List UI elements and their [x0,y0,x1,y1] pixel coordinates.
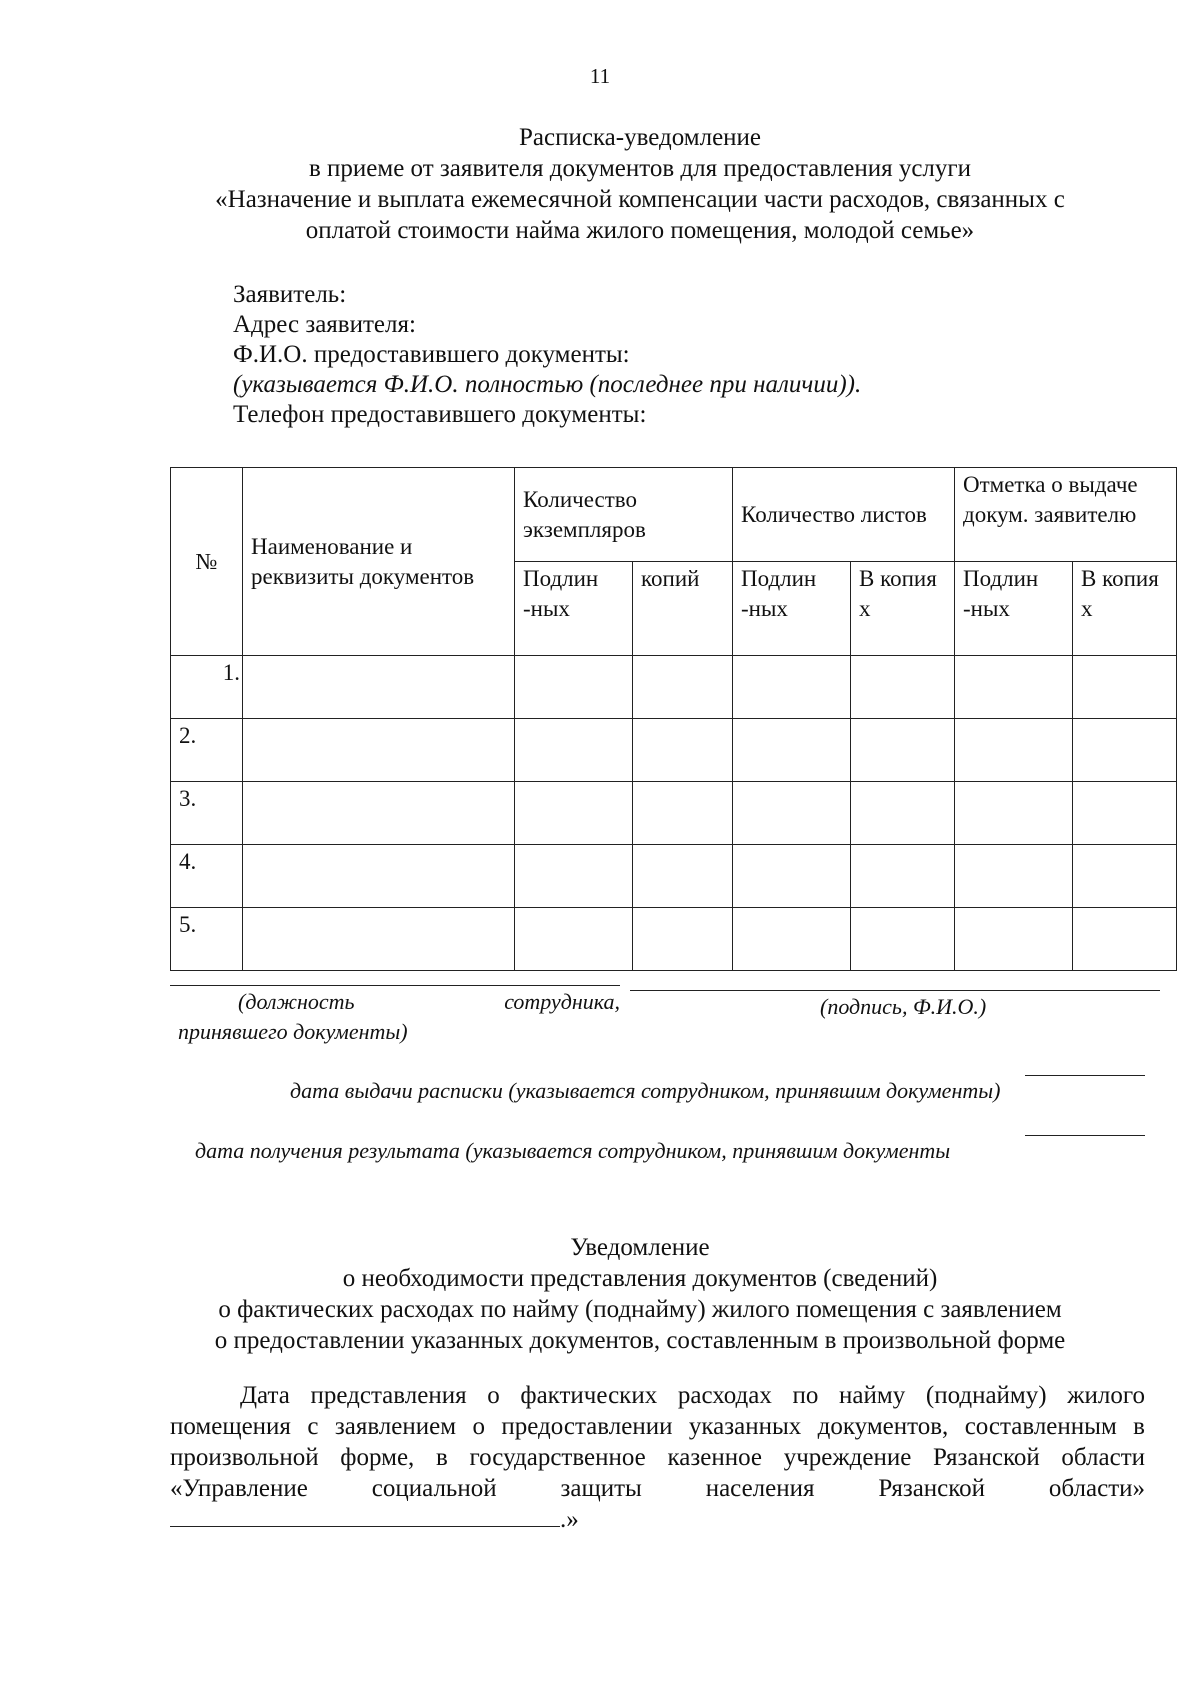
issue-date-text: дата выдачи расписки (указывается сотрудником, принявшим документы) [290,1078,1001,1103]
signature-caption: (подпись, Ф.И.О.) [820,994,987,1019]
receipt-title-line: в приеме от заявителя документов для предоставления услуги [308,155,972,182]
table-cell [955,656,1073,719]
table-row [171,908,1177,971]
table-cell [955,719,1073,782]
table-cell [243,656,515,719]
table-cell [243,845,515,908]
table-row [171,845,1177,908]
sub-copies-header: копий [633,562,733,656]
notice-title-line: о необходимости представления документов (сведений) [342,1265,938,1292]
col-sheets-count-header: Количество листов [733,468,955,562]
submitter-label: Ф.И.О. предоставившего документы: [233,341,630,368]
row-number: 2. [171,719,243,782]
row-number: 4. [171,845,243,908]
table-cell [515,719,633,782]
result-date-line [1025,1135,1145,1136]
issue-date-line [1025,1075,1145,1076]
position-caption-line-1: (должность сотрудника, [238,989,620,1014]
table-cell [633,719,733,782]
row-number: 5. [171,908,243,971]
table-cell [851,908,955,971]
table-cell [955,782,1073,845]
notice-paragraph-text: Дата представления о фактических расходах по найму (поднайму) жилого помещения с заявлением о предоставлении указанных документов, составленным в произвольной форме, в государственное казенное учреждение Рязанской области «Управление социальной защиты населения Рязанской области» [170,1382,1145,1502]
sub-original-header: Подлин -ных [955,562,1073,656]
position-signature-line [170,985,620,986]
sub-in-copies-header: В копия х [1073,562,1177,656]
table-cell [515,656,633,719]
table-cell [1073,719,1177,782]
sub-original-header: Подлин -ных [515,562,633,656]
name-signature-line [630,990,1160,991]
col-name-header: Наименование и реквизиты документов [243,468,515,656]
table-cell [733,656,851,719]
submitter-note: (указывается Ф.И.О. полностью (последнее при наличии)). [233,371,862,398]
table-cell [1073,656,1177,719]
receipt-title-line: оплатой стоимости найма жилого помещения, молодой семье» [305,217,975,244]
row-number: 3. [171,782,243,845]
sub-in-copies-header: В копия х [851,562,955,656]
notice-paragraph [170,1380,1145,1535]
receipt-title-line: «Назначение и выплата ежемесячной компенсации части расходов, связанных с [215,186,1065,213]
sub-original-header: Подлин -ных [733,562,851,656]
table-cell [515,782,633,845]
col-copies-count-header: Количество экземпляров [515,468,733,562]
table-cell [733,908,851,971]
position-caption-line-2: принявшего документы) [178,1019,408,1044]
address-label: Адрес заявителя: [233,311,416,338]
table-row [171,782,1177,845]
col-number-header: № [171,468,243,656]
table-cell [1073,782,1177,845]
table-cell [633,782,733,845]
result-date-text: дата получения результата (указывается сотрудником, принявшим документы [195,1138,951,1163]
table-row [171,719,1177,782]
notice-title-line: о фактических расходах по найму (поднайму) жилого помещения с заявлением [218,1296,1062,1323]
table-cell [243,908,515,971]
row-number: 1. [171,656,243,719]
table-cell [733,782,851,845]
table-cell [851,656,955,719]
applicant-label: Заявитель: [233,281,347,308]
table-cell [515,845,633,908]
notice-title-line: Уведомление [570,1234,710,1261]
table-row [171,656,1177,719]
notice-paragraph-end: .» [560,1506,579,1533]
receipt-title [120,122,1160,246]
notice-title-line: о предоставлении указанных документов, составленным в произвольной форме [214,1327,1066,1354]
notice-title [120,1232,1160,1356]
table-cell [243,782,515,845]
table-cell [243,719,515,782]
table-cell [733,845,851,908]
table-cell [633,656,733,719]
table-cell [733,719,851,782]
table-cell [955,908,1073,971]
date-blank-line [170,1524,560,1527]
table-cell [851,719,955,782]
applicant-block [233,280,1133,430]
table-cell [633,845,733,908]
table-cell [851,845,955,908]
documents-table [170,467,1177,971]
table-cell [1073,845,1177,908]
table-cell [1073,908,1177,971]
col-issue-mark-header: Отметка о выдаче докум. заявителю [955,468,1177,562]
table-cell [955,845,1073,908]
table-cell [633,908,733,971]
table-cell [515,908,633,971]
page-number: 11 [589,64,611,88]
table-cell [851,782,955,845]
phone-label: Телефон предоставившего документы: [233,401,647,428]
receipt-title-line: Расписка-уведомление [518,124,762,151]
